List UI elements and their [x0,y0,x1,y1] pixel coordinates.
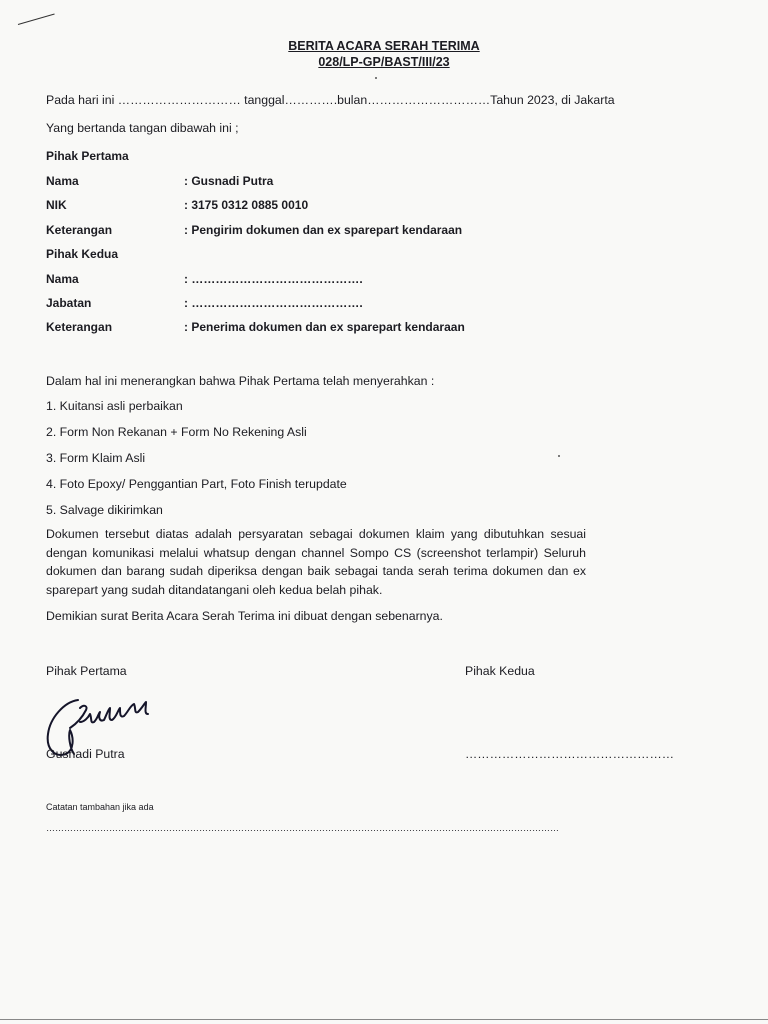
intro-text: Yang bertanda tangan dibawah ini ; [46,121,239,135]
list-item: 3. Form Klaim Asli [46,451,146,465]
second-party-remark-value: : Penerima dokumen dan ex sparepart kendaraan [184,320,465,334]
speck-mark [558,455,560,457]
list-item: 1. Kuitansi asli perbaikan [46,399,183,413]
first-party-remark-value: : Pengirim dokumen dan ex sparepart kendaraan [184,223,463,237]
signature-right-name: …………………………………………… [465,747,675,761]
closing-text: Demikian surat Berita Acara Serah Terima ini dibuat dengan sebenarnya. [46,609,443,623]
date-line: Pada hari ini ………………………… tanggal………….bulan…………………………Tahun 2023, di Jakarta [46,93,615,107]
notes-line: ……………………………………………………………………………………………………………………………………………………… [46,823,559,833]
document-number: 028/LP-GP/BAST/III/23 [318,55,450,69]
page-edge [0,1019,768,1020]
first-party-nik-label: NIK [46,198,67,212]
second-party-name-value: : ……………………………………. [184,272,363,286]
list-item: 2. Form Non Rekanan + Form No Rekening Asli [46,425,307,439]
signature-right-label: Pihak Kedua [465,664,535,678]
second-party-heading: Pihak Kedua [46,247,119,261]
body-paragraph: Dokumen tersebut diatas adalah persyaratan sebagai dokumen klaim yang dibutuhkan sesuai dengan komunikasi melalui whatsup dengan channel Sompo CS (screenshot terlampir) Seluruh dokumen dan barang sudah diperiksa dengan baik sebagai tanda serah terima dokumen dan ex sparepart yang sudah ditandatangani oleh kedua belah pihak. [46,527,586,597]
first-party-remark-label: Keterangan [46,223,113,237]
second-party-remark-label: Keterangan [46,320,113,334]
signature-left-label: Pihak Pertama [46,664,127,678]
second-party-position-value: : ……………………………………. [184,296,363,310]
signature-left-name: Gusnadi Putra [46,747,125,761]
list-item: 4. Foto Epoxy/ Penggantian Part, Foto Finish terupdate [46,477,347,491]
statement-text: Dalam hal ini menerangkan bahwa Pihak Pertama telah menyerahkan : [46,374,435,388]
first-party-heading: Pihak Pertama [46,149,129,163]
first-party-name-label: Nama [46,174,79,188]
second-party-position-label: Jabatan [46,296,92,310]
notes-label: Catatan tambahan jika ada [46,802,154,812]
list-item: 5. Salvage dikirimkan [46,503,163,517]
second-party-name-label: Nama [46,272,79,286]
first-party-nik-value: : 3175 0312 0885 0010 [184,198,309,212]
document-title: BERITA ACARA SERAH TERIMA [288,39,480,53]
pen-mark [18,14,55,25]
first-party-name-value: : Gusnadi Putra [184,174,274,188]
speck-mark [375,77,377,79]
